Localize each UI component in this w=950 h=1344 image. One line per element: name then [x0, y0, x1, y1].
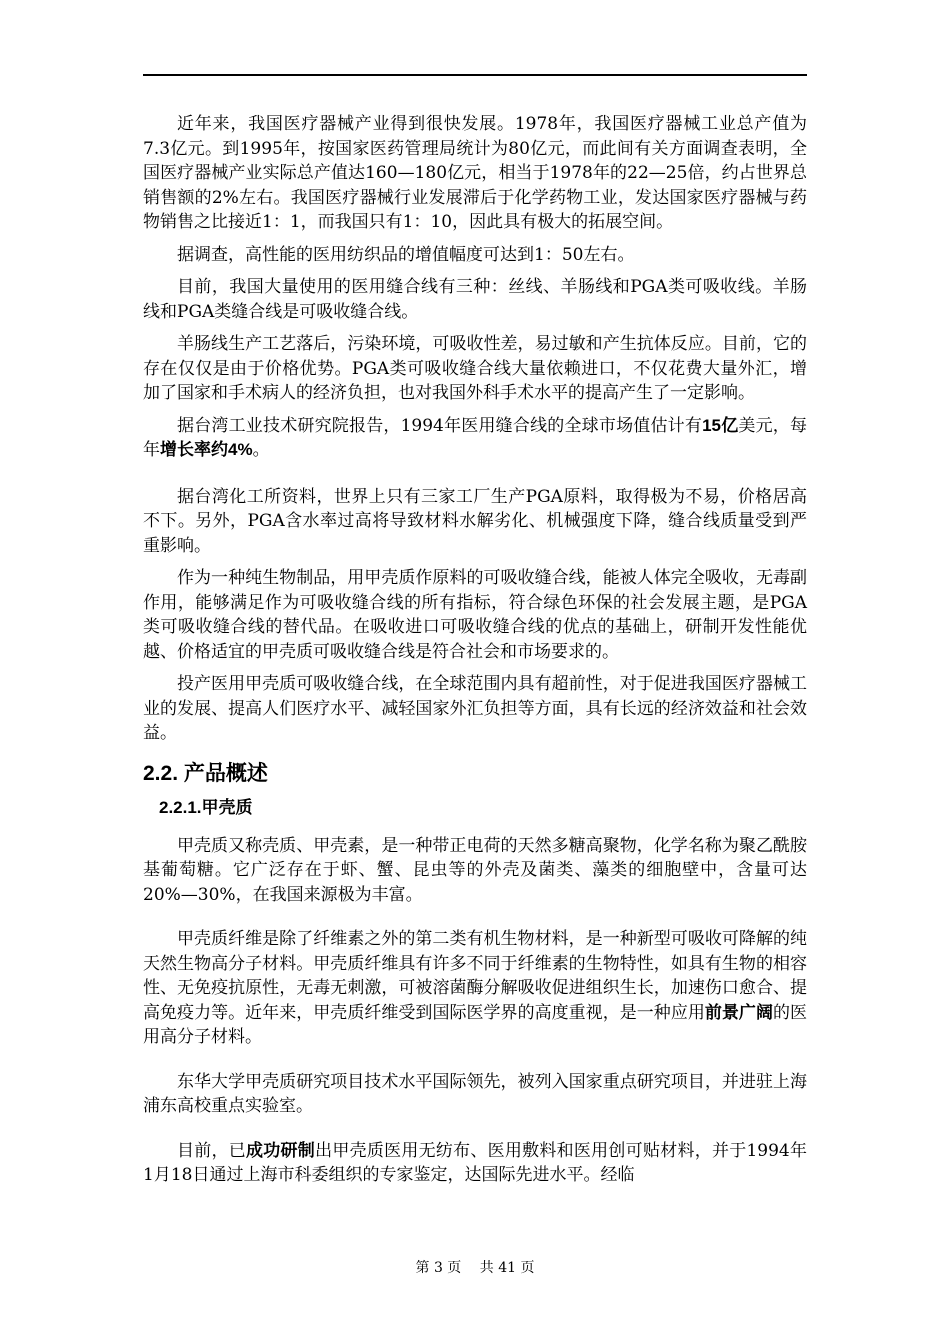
- paragraph-value-added: 据调查，高性能的医用纺织品的增值幅度可达到1：50左右。: [177, 244, 635, 265]
- text-span: 据台湾工业技术研究院报告，1994年医用缝合线的全球市场值估计有: [177, 415, 703, 436]
- paragraph-chitin-fiber: [143, 927, 807, 1050]
- paragraph-pga-supply: 据台湾化工所资料，世界上只有三家工厂生产PGA原料，取得极为不易，价格居高不下。另外，PGA含水率过高将导致材料水解劣化、机械强度下降，缝合线质量受到严重影响。: [143, 486, 807, 556]
- paragraph-suture-types: 目前，我国大量使用的医用缝合线有三种：丝线、羊肠线和PGA类可吸收线。羊肠线和PGA类缝合线是可吸收缝合线。: [143, 277, 807, 322]
- text-span: 的医用高分子材料。: [143, 1002, 808, 1047]
- paragraph-chitin-definition: 甲壳质又称壳质、甲壳素，是一种带正电荷的天然多糖高聚物，化学名称为聚乙酰胺基葡萄糖。它广泛存在于虾、蟹、昆虫等的外壳及菌类、藻类的细胞壁中，含量可达20%—30%，在我国来源极为丰富。: [143, 835, 807, 905]
- bold-growth-rate: 增长率约4%: [160, 440, 253, 459]
- bold-success: 成功研制: [246, 1140, 316, 1160]
- paragraph-industry-growth: 近年来，我国医疗器械产业得到很快发展。1978年，我国医疗器械工业总产值为7.3亿元。到1995年，按国家医药管理局统计为80亿元，而此间有关方面调查表明，全国医疗器械产业实际总产值达160—180亿元，相当于1978年的22—25倍，约占世界总销售额的2%左右。我国医疗器械行业发展滞后于化学药物工业，发达国家医疗器械与药物销售之比接近1：1，而我国只有1：10，因此具有极大的拓展空间。: [143, 114, 807, 232]
- header-rule: [143, 74, 807, 76]
- paragraph-chitin-suture: 作为一种纯生物制品，用甲壳质作原料的可吸收缝合线，能被人体完全吸收，无毒副作用，能够满足作为可吸收缝合线的所有指标，符合绿色环保的社会发展主题，是PGA类可吸收缝合线的替代品。在吸收进口可吸收缝合线的优点的基础上，研制开发性能优越、价格适宜的甲壳质可吸收缝合线是符合社会和市场要求的。: [143, 568, 807, 662]
- text-span: 目前，已: [177, 1140, 247, 1161]
- text-span: 甲壳质纤维是除了纤维素之外的第二类有机生物材料，是一种新型可吸收可降解的纯天然生物高分子材料。甲壳质纤维具有许多不同于纤维素的生物特性，如具有生物的相容性、无免疫抗原性，无毒无刺激，可被溶菌酶分解吸收促进组织生长，加速伤口愈合、提高免疫力等。近年来，甲壳质纤维受到国际医学界的高度重视，是一种应用: [143, 929, 807, 1023]
- paragraph-market-value: [143, 414, 807, 463]
- page-footer: [0, 1258, 950, 1278]
- bold-prospect: 前景广阔: [704, 1002, 773, 1022]
- bold-market-value: 15亿: [702, 415, 739, 435]
- paragraph-benefits: 投产医用甲壳质可吸收缝合线，在全球范围内具有超前性，对于促进我国医疗器械工业的发展、提高人们医疗水平、减轻国家外汇负担等方面，具有长远的经济效益和社会效益。: [143, 674, 807, 743]
- text-span: 美元，每年: [143, 415, 807, 460]
- page-body: [143, 112, 807, 1188]
- paragraph-catgut: 羊肠线生产工艺落后，污染环境，可吸收性差，易过敏和产生抗体反应。目前，它的存在仅仅是由于价格优势。PGA类可吸收缝合线大量依赖进口，不仅花费大量外汇，增加了国家和手术病人的经济负担，也对我国外科手术水平的提高产生了一定影响。: [143, 334, 807, 403]
- paragraph-achievements: [143, 1139, 807, 1188]
- section-heading: 2.2. 产品概述: [143, 761, 268, 785]
- paragraph-donghua: 东华大学甲壳质研究项目技术水平国际领先，被列入国家重点研究项目，并进驻上海浦东高校重点实验室。: [143, 1071, 807, 1116]
- page-number: 第 3 页 共 41 页: [415, 1260, 535, 1276]
- subsection-heading: 2.2.1.甲壳质: [159, 797, 253, 817]
- text-span: 。: [252, 440, 270, 460]
- text-span: 出甲壳质医用无纺布、医用敷料和医用创可贴材料，并于1994年1月18日通过上海市科委组织的专家鉴定，达国际先进水平。经临: [143, 1140, 808, 1185]
